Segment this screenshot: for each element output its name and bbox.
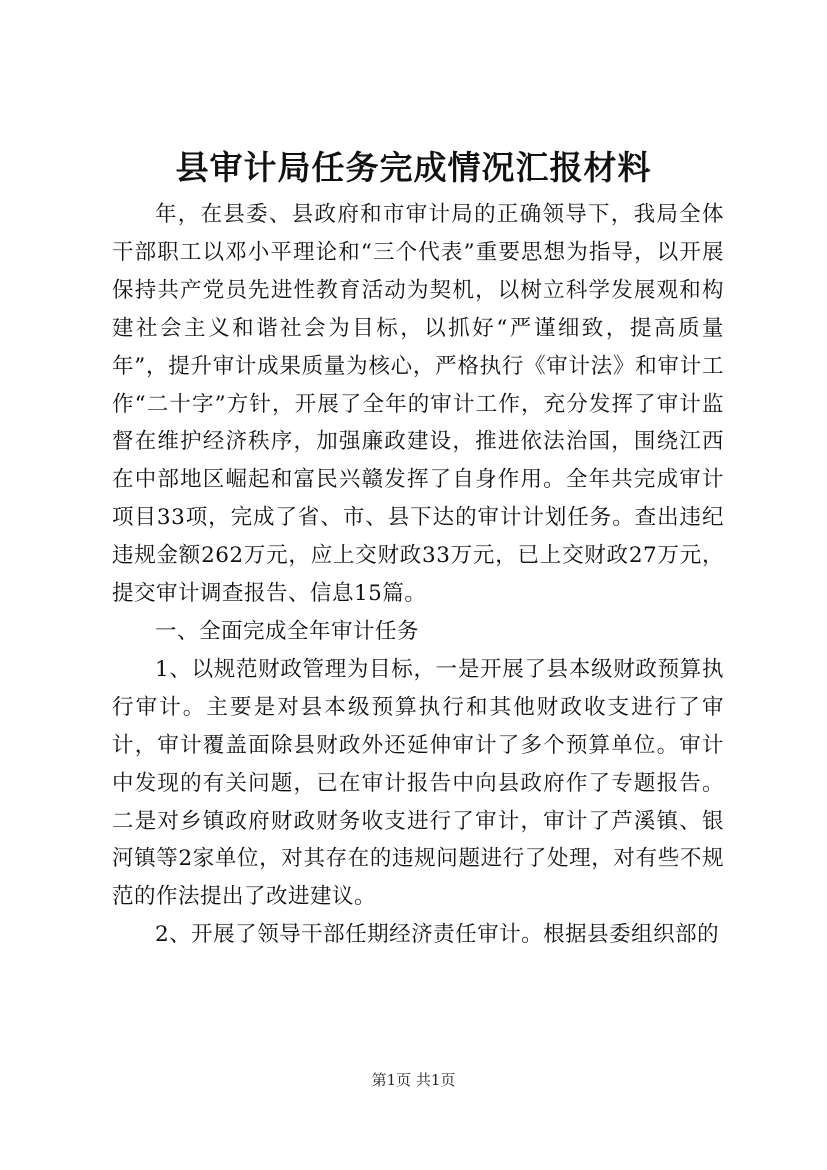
intro-paragraph: 年，在县委、县政府和市审计局的正确领导下，我局全体干部职工以邓小平理论和“三个代表”重要思想为指导，以开展保持共产党员先进性教育活动为契机，以树立科学发展观和构建社会主义和谐社会为目标，以抓好“严谨细致，提高质量年”，提升审计成果质量为核心，严格执行《审计法》和审计工作“二十字”方针，开展了全年的审计工作，充分发挥了审计监督在维护经济秩序，加强廉政建设，推进依法治国，围绕江西在中部地区崛起和富民兴赣发挥了自身作用。全年共完成审计项目33项，完成了省、市、县下达的审计计划任务。查出违纪违规金额262万元，应上交财政33万元，已上交财政27万元，提交审计调查报告、信息15篇。 <box>112 202 724 607</box>
page-footer: 第1页 共1页 <box>371 1071 456 1089</box>
document-title: 县审计局任务完成情况汇报材料 <box>175 148 652 187</box>
section-heading: 一、全面完成全年审计任务 <box>155 618 420 644</box>
item-2-paragraph: 2、开展了领导干部任期经济责任审计。根据县委组织部的 <box>155 922 720 948</box>
document-body <box>112 196 724 954</box>
item-1-paragraph: 1、以规范财政管理为目标，一是开展了县本级财政预算执行审计。主要是对县本级预算执行和其他财政收支进行了审计，审计覆盖面除县财政外还延伸审计了多个预算单位。审计中发现的有关问题，已在审计报告中向县政府作了专题报告。二是对乡镇政府财政财务收支进行了审计，审计了芦溪镇、银河镇等2家单位，对其存在的违规问题进行了处理，对有些不规范的作法提出了改进建议。 <box>112 656 724 910</box>
